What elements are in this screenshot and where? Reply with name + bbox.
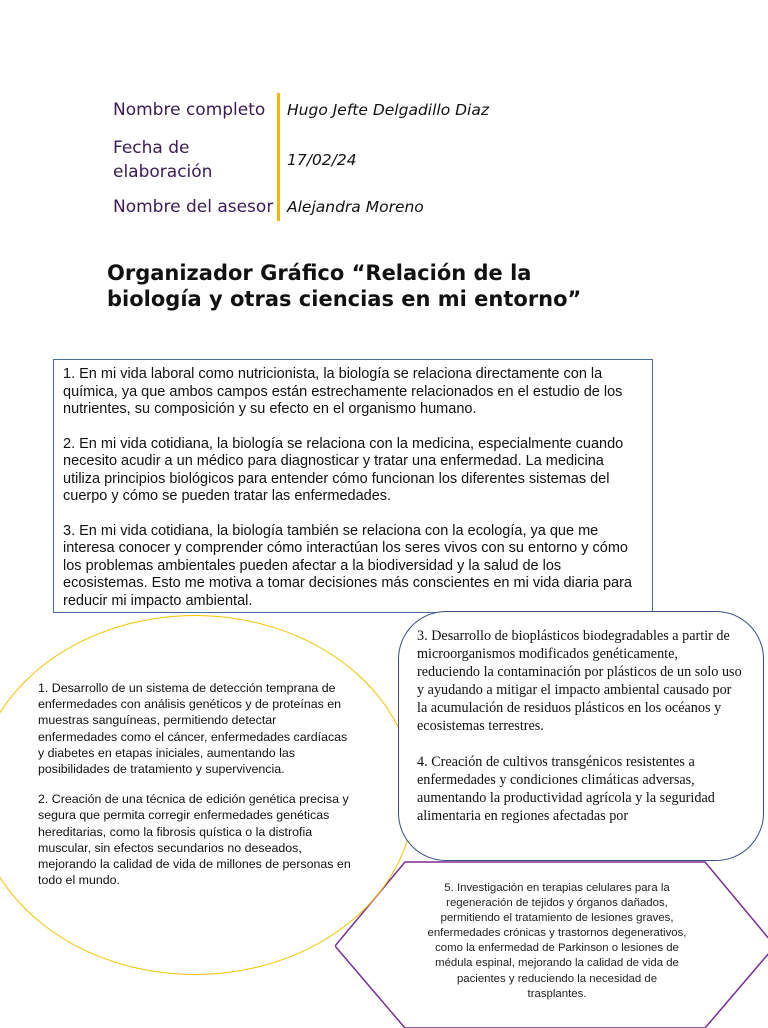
ellipse-paragraph-2: 2. Creación de una técnica de edición genética precisa y segura que permita corregir enfermedades genéticas hereditarias, como la fibrosis quística o la distrofia muscular, sin efectos secundarios no deseados, mejorando la calidad de vida de millones de personas en todo el mundo.	[38, 792, 351, 888]
relation-paragraph-1: 1. En mi vida laboral como nutricionista, la biología se relaciona directamente con la química, ya que ambos campos están estrechamente relacionados en el estudio de los nutrientes, su composición y su efecto en el organismo humano.	[63, 366, 623, 417]
rounded-paragraph-2: 4. Creación de cultivos transgénicos resistentes a enfermedades y condiciones climáticas adversas, aumentando la productividad agrícola y la seguridad alimentaria en regiones afectadas por	[417, 754, 715, 824]
title-line-1: Organizador Gráfico “Relación de la	[107, 261, 532, 285]
advisor-label: Nombre del asesor	[113, 197, 274, 217]
advisor-value: Alejandra Moreno	[287, 198, 424, 216]
relation-paragraph-2: 2. En mi vida cotidiana, la biología se relaciona con la medicina, especialmente cuando necesito acudir a un médico para diagnosticar y tratar una enfermedad. La medicina utiliza principios biológicos para entender cómo funcionan los diferentes sistemas del cuerpo y cómo se pueden tratar las enfermedades.	[63, 435, 624, 504]
date-value: 17/02/24	[287, 151, 357, 169]
relation-paragraph-3: 3. En mi vida cotidiana, la biología también se relaciona con la ecología, ya que me interesa conocer y comprender cómo interactúan los seres vivos con su entorno y cómo los problemas ambientales pueden afectar a la biodiversidad y la salud de los ecosistemas. Esto me motiva a tomar decisiones más conscientes en mi vida diaria para reducir mi impacto ambiental.	[63, 522, 632, 609]
name-label: Nombre completo	[113, 100, 266, 120]
date-label-line2: elaboración	[113, 162, 213, 182]
rounded-box	[398, 611, 764, 861]
page-title	[107, 260, 667, 312]
date-label-line1: Fecha de	[113, 138, 190, 158]
ellipse-paragraph-1: 1. Desarrollo de un sistema de detección temprana de enfermedades con análisis genéticos y de proteínas en muestras sanguíneas, permitiendo detectar enfermedades como el cáncer, enfermedades cardíacas y diabetes en etapas iniciales, aumentando las posibilidades de tratamiento y supervivencia.	[38, 681, 348, 777]
rounded-paragraph-1: 3. Desarrollo de bioplásticos biodegradables a partir de microorganismos modificados genéticamente, reduciendo la contaminación por plásticos de un solo uso y ayudando a mitigar el impacto ambiental causado por la acumulación de residuos plásticos en los océanos y ecosistemas terrestres.	[417, 628, 742, 734]
date-label	[113, 136, 212, 184]
ellipse-text	[38, 680, 356, 902]
header-divider	[277, 93, 280, 221]
everyday-relations-box	[53, 359, 653, 613]
title-line-2: biología y otras ciencias en mi entorno”	[107, 287, 582, 311]
name-value: Hugo Jefte Delgadillo Diaz	[287, 101, 489, 119]
hexagon-text: 5. Investigación en terapias celulares para la regeneración de tejidos y órganos dañados, permitiendo el tratamiento de lesiones graves, enfermedades crónicas y trastornos degenerativos, como la enfermedad de Parkinson o lesiones de médula espinal, mejorando la calidad de vida de pacientes y reduciendo la necesidad de trasplantes.	[427, 882, 687, 1000]
